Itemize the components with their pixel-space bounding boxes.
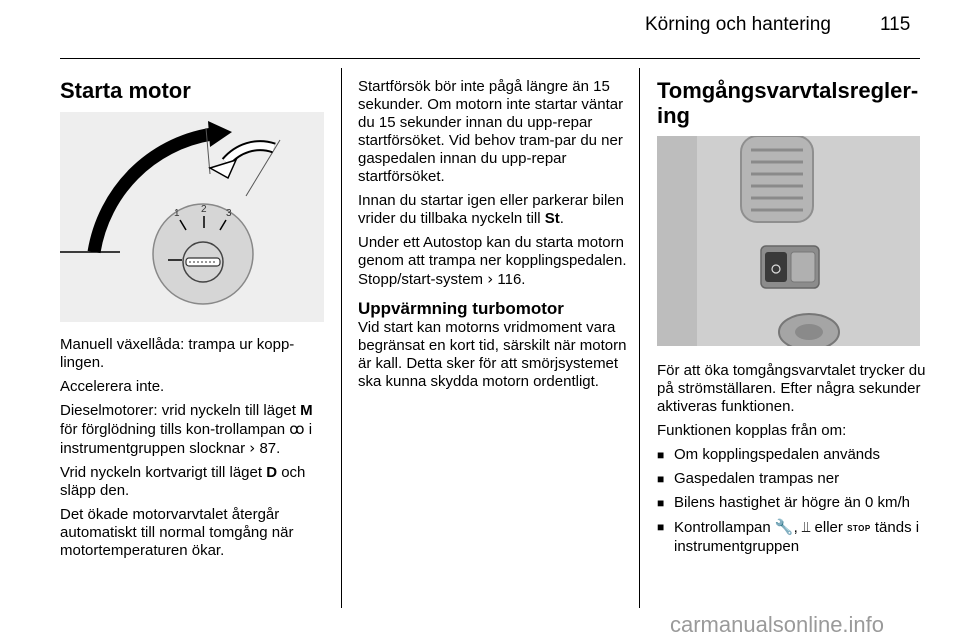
watermark: carmanualsonline.info: [670, 612, 885, 637]
text-segment: eller: [814, 519, 843, 536]
page-reference[interactable]: 87.: [259, 440, 281, 457]
separator: ,: [793, 519, 798, 536]
page-number: 115: [880, 14, 911, 35]
ignition-switch-drawing: [60, 112, 324, 322]
running-header: Körning och hantering: [645, 14, 831, 35]
key-position-st: St: [544, 210, 560, 227]
column-divider-right: [639, 68, 640, 608]
sub-heading-turbo-warmup: Uppvärmning turbomotor: [358, 299, 564, 318]
glow-plug-icon: ꝏ: [289, 420, 305, 438]
text-segment: Kontrollampan: [674, 519, 771, 536]
text-segment: i instrumentgruppen slocknar: [60, 421, 313, 457]
paragraph-turbo: Vid start kan motorns vridmoment vara begränsat en kort tid, särskilt när motorn är kall. Detta sker för att smörjsystemet ska kunna skydda motorn ordentligt.: [358, 319, 627, 390]
list-item: ■ Gaspedalen trampas ner: [657, 470, 927, 488]
paragraph-idle-increase: För att öka tomgångsvarvtalet trycker du på strömställaren. Efter några sekunder aktiveras funktionen.: [657, 362, 926, 415]
column-divider-left: [341, 68, 342, 608]
header-rule: [60, 58, 920, 59]
dashboard-drawing: [657, 136, 920, 346]
list-item: ■ Om kopplingspedalen används: [657, 446, 927, 464]
return-arrow-head: [210, 160, 236, 178]
paragraph-accelerate: Accelerera inte.: [60, 378, 165, 395]
rotation-arrow-head: [208, 121, 232, 147]
middle-body-text: [358, 78, 628, 397]
return-arc-inner: [226, 146, 274, 162]
reference-arrow-icon: ›: [249, 439, 256, 457]
text-segment: Dieselmotorer: vrid nyckeln till läget: [60, 402, 296, 419]
adjacent-switch: [791, 252, 815, 282]
power-outlet-socket: [795, 324, 823, 340]
text-segment: Vrid nyckeln kortvarigt till läget: [60, 464, 263, 481]
paragraph-idle-return: Det ökade motorvarvtalet återgår automatiskt till normal tomgång när motortemperaturen ökar.: [60, 506, 294, 559]
dashboard-edge: [657, 136, 697, 346]
paragraph-restart: [358, 192, 628, 228]
text-segment: tänds i instrumentgruppen: [674, 519, 920, 555]
idle-speed-switch: [765, 252, 787, 282]
stop-indicator-icon: STOP: [847, 524, 871, 533]
list-item: ■ Bilens hastighet är högre än 0 km/h: [657, 494, 927, 512]
text-segment: för förglödning tills kon-trollampan: [60, 421, 286, 438]
paragraph-diesel: [60, 402, 332, 458]
paragraph-clutch: Manuell växellåda: trampa ur kopp-lingen.: [60, 336, 295, 371]
paragraph-deactivation: Funktionen kopplas från om:: [657, 422, 847, 439]
service-wrench-icon: 🔧: [774, 518, 794, 536]
key-position-m: M: [300, 402, 313, 419]
text-segment: och släpp den.: [60, 464, 306, 499]
section-heading-idle-control: Tomgångsvarvtalsregler-ing: [657, 78, 919, 128]
paragraph-position-d: [60, 464, 332, 500]
right-body-text: [657, 362, 927, 562]
idle-switch-photo: [657, 136, 920, 346]
key-position-d: D: [266, 464, 278, 481]
coolant-temperature-icon: ⫫: [801, 518, 811, 536]
ignition-switch-illustration: [60, 112, 324, 322]
left-body-text: [60, 336, 332, 566]
position-label-2: 2: [201, 204, 207, 215]
paragraph-start-attempt: Startförsök bör inte pågå längre än 15 sekunder. Om motorn inte startar väntar du 15 sekunder innan du upp-repar startförsöket. Vid behov tram-par du ner gaspedalen innan du upp-repar startförsöket.: [358, 78, 624, 185]
switch-body: [153, 204, 253, 304]
list-item: [657, 518, 927, 556]
paragraph-autostop: [358, 234, 628, 289]
section-heading-start-engine: Starta motor: [60, 78, 191, 103]
text-segment: Under ett Autostop kan du starta motorn genom att trampa ner kopplingspedalen. Stopp/start-system: [358, 234, 627, 288]
reference-arrow-icon: ›: [487, 270, 494, 288]
page-reference[interactable]: 116.: [497, 271, 526, 288]
deactivation-conditions-list: [657, 446, 927, 556]
position-label-1: 1: [174, 208, 180, 219]
text-segment: Innan du startar igen eller parkerar bilen vrider du tillbaka nyckeln till: [358, 192, 624, 227]
position-label-3: 3: [226, 208, 232, 219]
text-segment: .: [559, 210, 564, 227]
